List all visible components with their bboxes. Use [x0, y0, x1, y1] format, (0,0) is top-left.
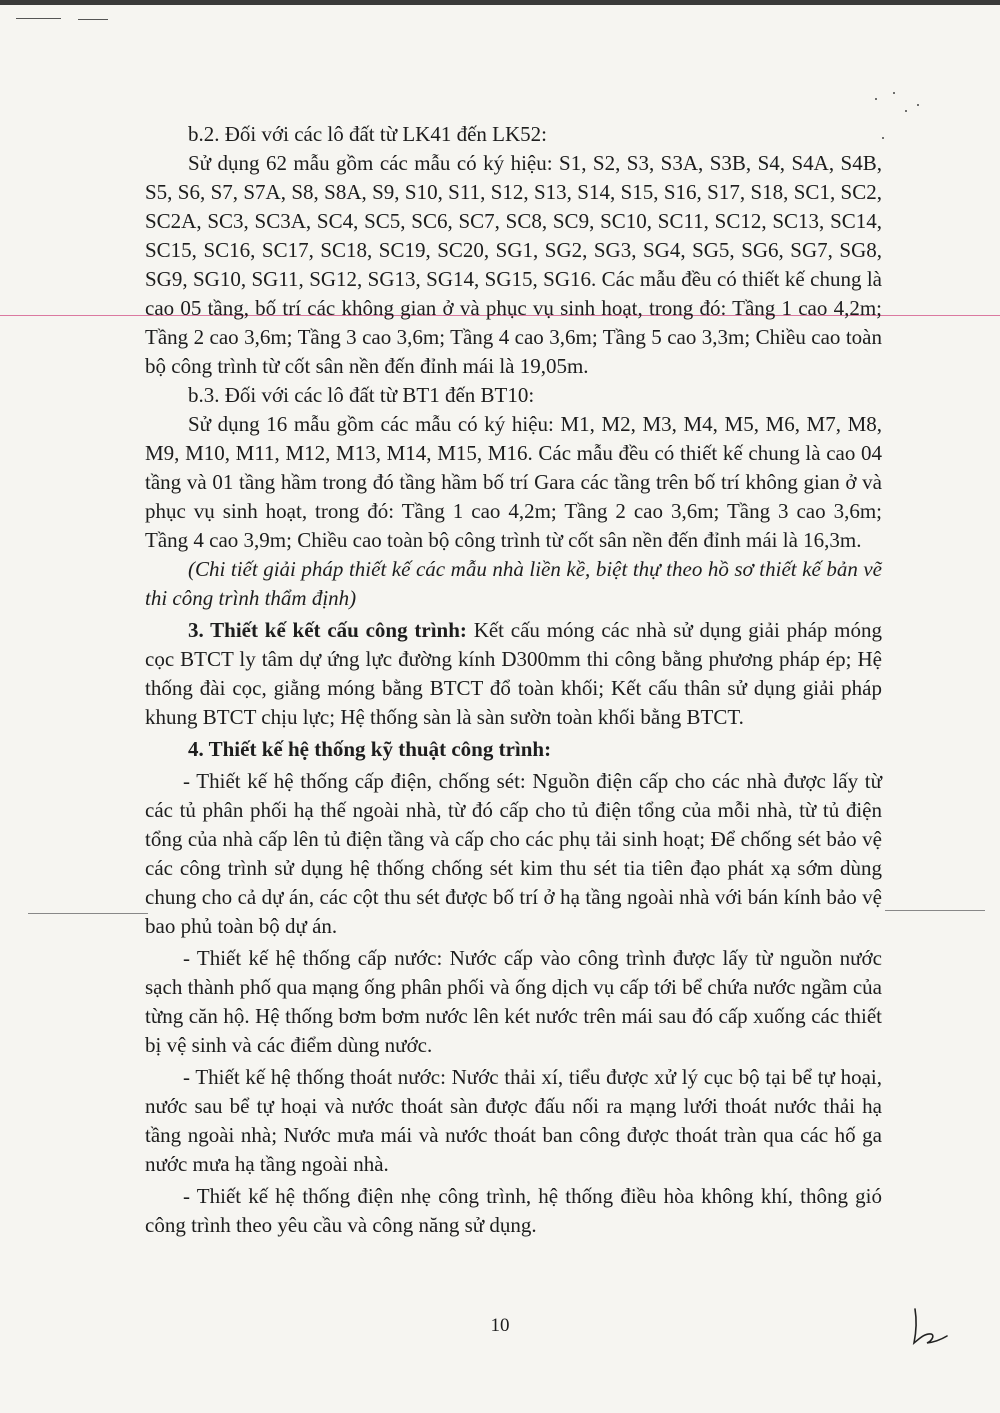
scan-top-edge [0, 0, 1000, 5]
section-4-heading: 4. Thiết kế hệ thống kỹ thuật công trình: [188, 737, 552, 761]
design-note: (Chi tiết giải pháp thiết kế các mẫu nhà liền kề, biệt thự theo hồ sơ thiết kế bản vẽ thi công trình thẩm định) [145, 557, 882, 610]
b2-heading: b.2. Đối với các lô đất từ LK41 đến LK52: [188, 122, 547, 146]
scan-mark [16, 18, 61, 19]
document-body [145, 120, 882, 1240]
handwritten-initial [905, 1303, 951, 1349]
electrical-item: - Thiết kế hệ thống cấp điện, chống sét: Nguồn điện cấp cho các nhà được lấy từ các tủ phân phối hạ thế ngoài nhà, từ đó cấp cho tủ điện tổng của mỗi nhà, từ tủ điện tổng của nhà cấp lên tủ điện tầng và cấp cho các phụ tải sinh hoạt; Để chống sét bảo vệ các công trình sử dụng hệ thống chống sét kim thu sét tia tiên đạo phát xạ sớm dùng chung cho cả dự án, các cột thu sét được bố trí ở hạ tầng ngoài nhà với bán kính bảo vệ bao phủ toàn bộ dự án. [145, 769, 882, 938]
speck [905, 110, 907, 112]
b2-paragraph: Sử dụng 62 mẫu gồm các mẫu có ký hiệu: S1, S2, S3, S3A, S3B, S4, S4A, S4B, S5, S6, S7, S7A, S8, S8A, S9, S10, S11, S12, S13, S14, S15, S16, S17, S18, SC1, SC2, SC2A, SC3, SC3A, SC4, SC5, SC6, SC7, SC8, SC9, SC10, SC11, SC12, SC13, SC14, SC15, SC16, SC17, SC18, SC19, SC20, SG1, SG2, SG3, SG4, SG5, SG6, SG7, SG8, SG9, SG10, SG11, SG12, SG13, SG14, SG15, SG16. Các mẫu đều có thiết kế chung là cao 05 tầng, bố trí các không gian ở và phục vụ sinh hoạt, trong đó: Tầng 1 cao 4,2m; Tầng 2 cao 3,6m; Tầng 3 cao 3,6m; Tầng 4 cao 3,6m; Tầng 5 cao 3,3m; Chiều cao toàn bộ công trình từ cốt sân nền đến đỉnh mái là 19,05m. [145, 151, 882, 378]
speck [875, 98, 877, 100]
section-3-heading: 3. Thiết kế kết cấu công trình: [188, 618, 467, 642]
page-number: 10 [490, 1315, 510, 1336]
low-voltage-hvac-item: - Thiết kế hệ thống điện nhẹ công trình, hệ thống điều hòa không khí, thông gió công trình theo yêu cầu và công năng sử dụng. [145, 1184, 882, 1237]
b3-paragraph: Sử dụng 16 mẫu gồm các mẫu có ký hiệu: M1, M2, M3, M4, M5, M6, M7, M8, M9, M10, M11, M12, M13, M14, M15, M16. Các mẫu đều có thiết kế chung là cao 04 tầng và 01 tầng hầm trong đó tầng hầm bố trí Gara các tầng trên bố trí không gian ở và phục vụ sinh hoạt, trong đó: Tầng 1 cao 4,2m; Tầng 2 cao 3,6m; Tầng 3 cao 3,6m; Tầng 4 cao 3,9m; Chiều cao toàn bộ công trình từ cốt sân nền đến đỉnh mái là 16,3m. [145, 412, 882, 552]
speck [917, 104, 919, 106]
drainage-item: - Thiết kế hệ thống thoát nước: Nước thải xí, tiểu được xử lý cục bộ tại bể tự hoại, nước sau bể tự hoại và nước thoát sàn được đấu nối ra mạng lưới thoát nước thải hạ tầng ngoài nhà; Nước mưa mái và nước thoát ban công được thoát tràn qua các hố ga nước mưa hạ tầng ngoài nhà. [145, 1065, 882, 1176]
scan-mark [885, 910, 985, 911]
water-supply-item: - Thiết kế hệ thống cấp nước: Nước cấp vào công trình được lấy từ nguồn nước sạch thành phố qua mạng ống phân phối và ống dịch vụ cấp tới bể chứa nước ngầm của từng căn hộ. Hệ thống bơm bơm nước lên két nước trên mái sau đó cấp xuống các thiết bị vệ sinh và các điểm dùng nước. [145, 946, 882, 1057]
speck [882, 137, 884, 139]
speck [893, 92, 895, 94]
scan-mark [78, 19, 108, 20]
scan-mark [28, 913, 148, 914]
structure-section [145, 616, 882, 732]
section-3-text: Kết cấu móng các nhà sử dụng giải pháp móng cọc BTCT ly tâm dự ứng lực đường kính D300mm thi công bằng phương pháp ép; Hệ thống đài cọc, giằng móng bằng BTCT đổ toàn khối; Kết cấu thân sử dụng giải pháp khung BTCT chịu lực; Hệ thống sàn là sàn sườn toàn khối bằng BTCT. [145, 618, 883, 729]
b3-heading: b.3. Đối với các lô đất từ BT1 đến BT10: [188, 383, 535, 407]
